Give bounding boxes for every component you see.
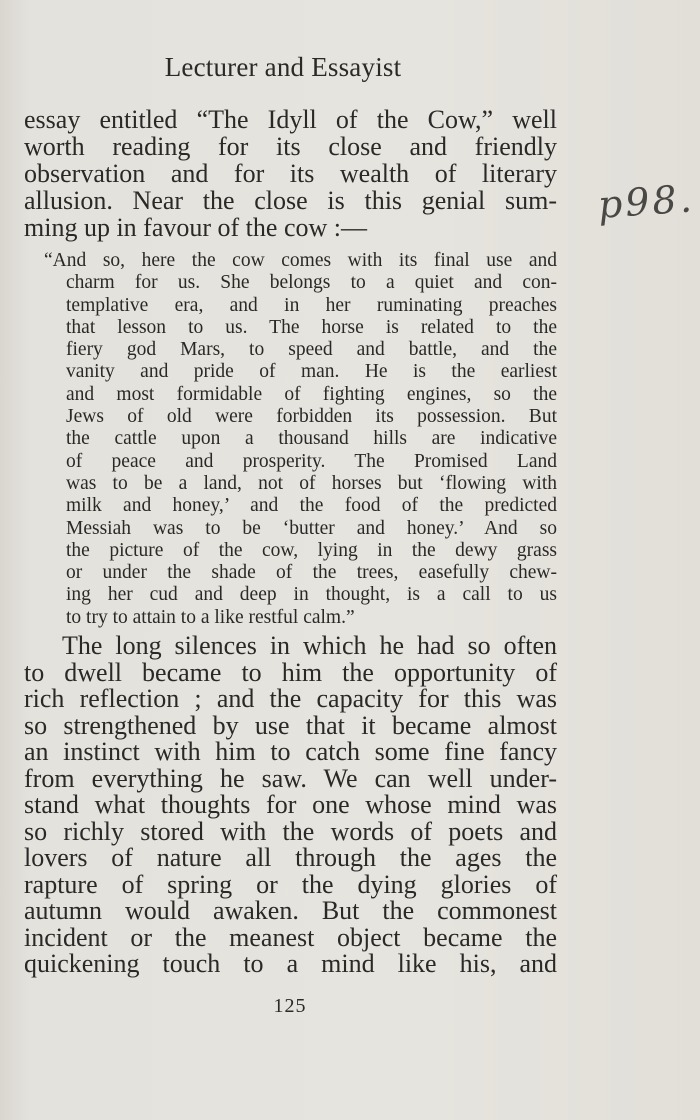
text-line: rapture of spring or the dying glories of: [24, 869, 557, 899]
quote-line: fiery god Mars, to speed and battle, and the: [66, 339, 557, 361]
quote-line: that lesson to us. The horse is related to the: [66, 316, 557, 338]
text-line: worth reading for its close and friendly: [24, 132, 557, 161]
quote-line: to try to attain to a like restful calm.”: [66, 606, 355, 628]
quote-line: the picture of the cow, lying in the dewy grass: [66, 539, 557, 561]
text-line: observation and for its wealth of literary: [24, 159, 557, 188]
quote-line: vanity and pride of man. He is the earliest: [66, 361, 557, 383]
text-line: The long silences in which he had so often: [62, 631, 557, 660]
handwritten-margin-note: p98.: [596, 176, 697, 227]
quote-line: “And so, here the cow comes with its final use and: [44, 250, 557, 271]
text-line: incident or the meanest object became the: [24, 922, 557, 952]
quote-line: was to be a land, not of horses but ‘flowing with: [66, 472, 557, 494]
text-line: to dwell became to him the opportunity of: [24, 657, 557, 687]
text-line: rich reflection ; and the capacity for this was: [24, 684, 557, 713]
quote-line: Jews of old were forbidden its possession. But: [66, 406, 557, 428]
text-line: so strengthened by use that it became almost: [24, 710, 557, 740]
text-line: quickening touch to a mind like his, and: [24, 949, 557, 978]
running-header: Lecturer and Essayist: [164, 52, 402, 82]
text-line: an instinct with him to catch some fine fancy: [24, 737, 557, 766]
text-line: so richly stored with the words of poets and: [24, 816, 557, 846]
text-line: essay entitled “The Idyll of the Cow,” well: [24, 105, 557, 134]
text-line: stand what thoughts for one whose mind was: [24, 790, 557, 819]
text-line: autumn would awaken. But the commonest: [24, 896, 557, 925]
quote-line: or under the shade of the trees, easefully chew-: [66, 562, 557, 584]
quote-line: Messiah was to be ‘butter and honey.’ And so: [66, 517, 557, 539]
quote-line: of peace and prosperity. The Promised Land: [66, 450, 557, 472]
text-line: from everything he saw. We can well under-: [24, 763, 557, 793]
quote-line: the cattle upon a thousand hills are indicative: [66, 428, 557, 450]
paragraph-2: [24, 633, 557, 978]
quote-line: milk and honey,’ and the food of the predicted: [66, 495, 557, 517]
block-quote: [44, 250, 557, 629]
text-line: allusion. Near the close is this genial sum-: [24, 186, 557, 215]
text-line: ming up in favour of the cow :—: [24, 213, 367, 242]
page-number: 125: [273, 995, 307, 1017]
text-line: lovers of nature all through the ages the: [24, 843, 557, 872]
quote-line: templative era, and in her ruminating preaches: [66, 294, 557, 316]
paragraph-1: [24, 106, 557, 241]
quote-line: and most formidable of fighting engines, so the: [66, 383, 557, 405]
quote-line: ing her cud and deep in thought, is a call to us: [66, 584, 557, 606]
quote-line: charm for us. She belongs to a quiet and con-: [66, 272, 557, 294]
